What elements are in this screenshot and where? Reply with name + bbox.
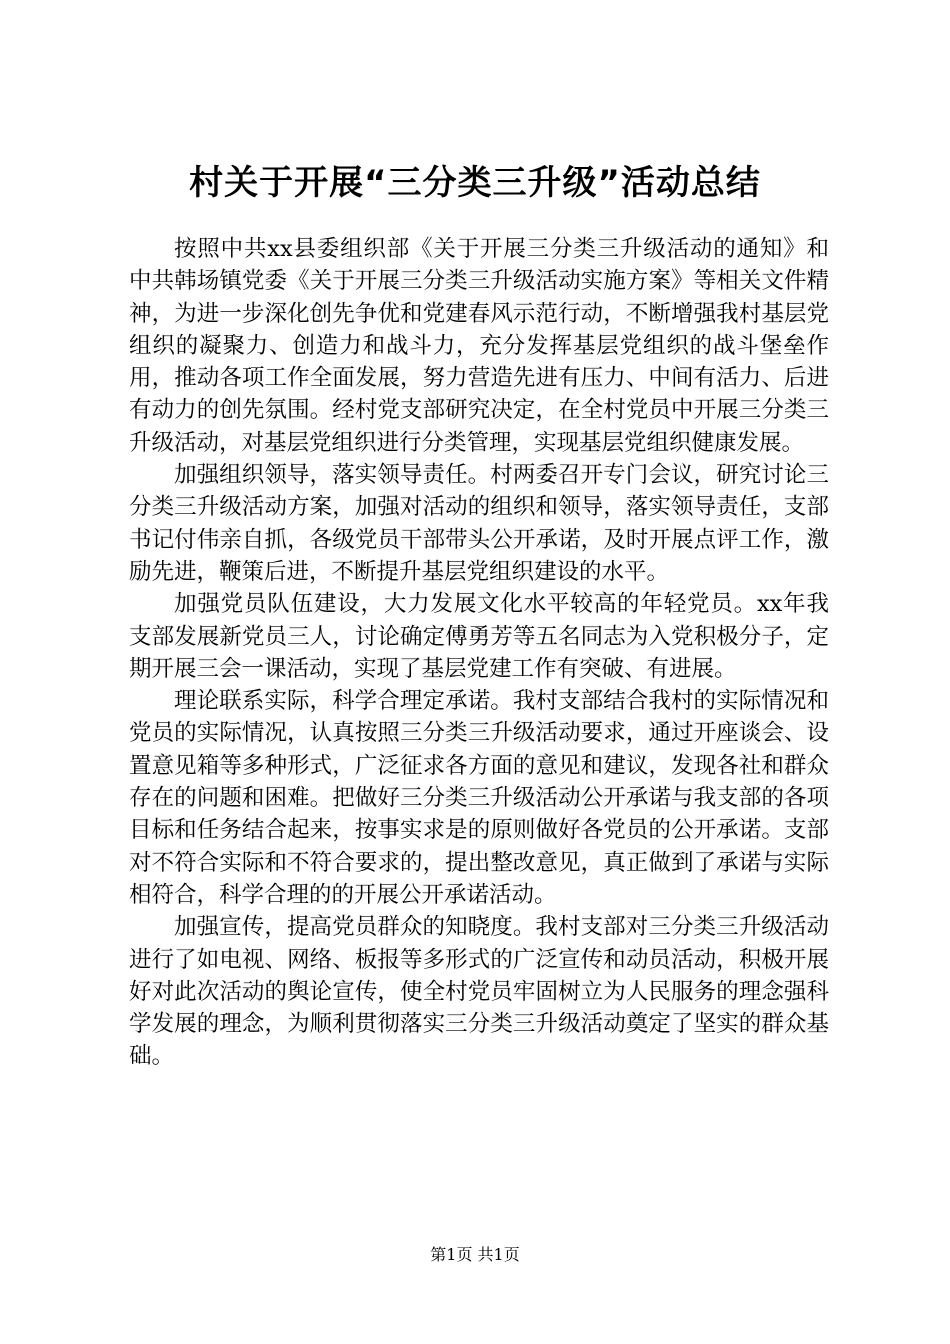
paragraph-intro: 按照中共xx县委组织部《关于开展三分类三升级活动的通知》和中共韩场镇党委《关于开展三分类三升级活动实施方案》等相关文件精神，为进一步深化创先争优和党建春风示范行动，不断增强我村基层党组织的凝聚力、创造力和战斗力，充分发挥基层党组织的战斗堡垒作用，推动各项工作全面发展，努力营造先进有压力、中间有活力、后进有动力的创先氛围。经村党支部研究决定，在全村党员中开展三分类三升级活动，对基层党组织进行分类管理，实现基层党组织健康发展。 xyxy=(129,236,829,456)
page-number-footer: 第1页 共1页 xyxy=(430,1245,520,1264)
paragraph-publicity: 加强宣传，提高党员群众的知晓度。我村支部对三分类三升级活动进行了如电视、网络、板报等多形式的广泛宣传和动员活动，积极开展好对此次活动的舆论宣传，使全村党员牢固树立为人民服务的理念强科学发展的理念，为顺利贯彻落实三分类三升级活动奠定了坚实的群众基础。 xyxy=(129,914,829,1070)
paragraph-commitment: 理论联系实际，科学合理定承诺。我村支部结合我村的实际情况和党员的实际情况，认真按照三分类三升级活动要求，通过开座谈会、设置意见箱等多种形式，广泛征求各方面的意见和建议，发现各社和群众存在的问题和困难。把做好三分类三升级活动公开承诺与我支部的各项目标和任务结合起来，按事实求是的原则做好各党员的公开承诺。支部对不符合实际和不符合要求的，提出整改意见，真正做到了承诺与实际相符合，科学合理的的开展公开承诺活动。 xyxy=(129,688,829,908)
paragraph-team-building: 加强党员队伍建设，大力发展文化水平较高的年轻党员。xx年我支部发展新党员三人，讨论确定傅勇芳等五名同志为入党积极分子，定期开展三会一课活动，实现了基层党建工作有突破、有进展。 xyxy=(129,591,829,682)
paragraph-leadership: 加强组织领导，落实领导责任。村两委召开专门会议，研究讨论三分类三升级活动方案，加强对活动的组织和领导，落实领导责任，支部书记付伟亲自抓，各级党员干部带头公开承诺，及时开展点评工作，激励先进，鞭策后进，不断提升基层党组织建设的水平。 xyxy=(129,462,829,585)
document-title: 村关于开展“三分类三升级”活动总结 xyxy=(189,163,761,203)
document-body xyxy=(129,233,829,1073)
